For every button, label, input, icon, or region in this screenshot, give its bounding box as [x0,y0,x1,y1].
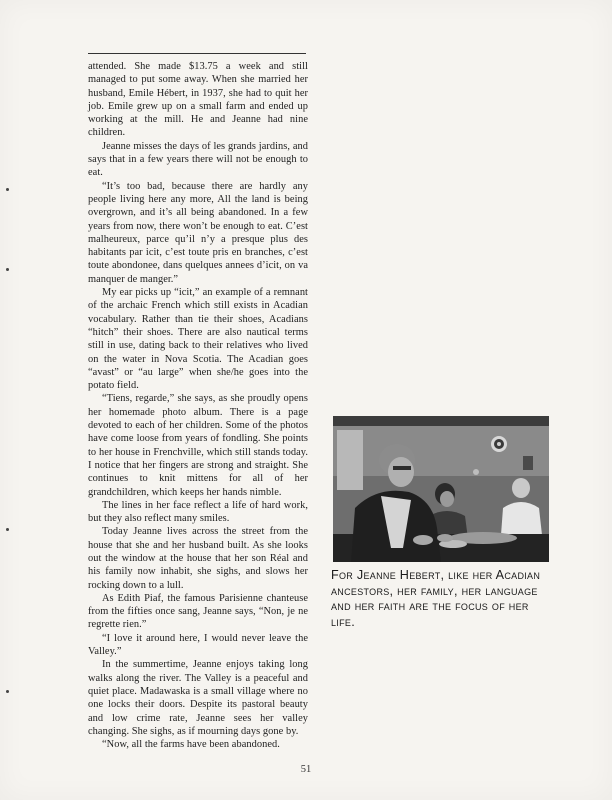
photo-illustration [333,416,549,562]
paragraph: “Tiens, regarde,” she says, as she proudly opens her homemade photo album. There is a page devoted to each of her children. Some of the photos have come loose from years of fondling. She points to her house in Frenchville, which still stands today. I notice that her fingers are strong and straight. She continues to knit mittens for all of her grandchildren, which keeps her hands nimble. [88,393,308,498]
paragraph: The lines in her face reflect a life of hard work, but they also reflect many smiles. [88,499,308,525]
family-photo [333,416,549,562]
binding-dot [6,188,9,191]
paragraph: As Edith Piaf, the famous Parisienne chanteuse from the fifties once sang, Jeanne says, “Non, je ne regrette rien.” [88,592,308,631]
paragraph: “I love it around here, I would never leave the Valley.” [88,632,308,658]
binding-dot [6,528,9,531]
paragraph: Today Jeanne lives across the street from the house that she and her husband built. As she looks out the window at the house that her son Réal and his family now inhabit, she sighs, and slows her rocking down to a lull. [88,526,308,591]
paragraph: In the summertime, Jeanne enjoys taking long walks along the river. The Valley is a peaceful and quiet place. Madawaska is a small village where no one locks their doors. Despite its pastoral beauty and low crime rate, Jeanne sees her valley changing. She sighs, as if mourning days gone by. [88,659,308,737]
paragraph: My ear picks up “icit,” an example of a remnant of the archaic French which still exists in Acadian vocabulary. Rather than tie their shoes, Acadians “hitch” their shoes. There are also nautical terms still in use, dating back to their relatives who lived on the water in Nova Scotia. The Acadian goes “avast” or “au large” when she/he goes into the potato field. [88,287,308,392]
paragraph: attended. She made $13.75 a week and still managed to put some away. When she married her husband, Emile Hébert, in 1937, she had to quit her job. Emile grew up on a small farm and ended up working at the mill. He and Jeanne had nine children. [88,61,308,139]
page-number: 51 [300,764,312,775]
article-text-column [88,60,308,751]
paragraph: “Now, all the farms have been abandoned. [102,739,280,751]
paragraph: “It’s too bad, because there are hardly any people living here any more, All the land is being overgrown, and it’s all being abandoned. In a few years from now, there won’t be enough to eat. C’est malheureux, parce qu’il n’y a presque plus des habitants par icit, c’est toute pris en branches, c’est toute abondonee, dans quelques annees d’icit, on va manquer de manger.” [88,180,308,285]
top-rule [88,53,306,54]
binding-dot [6,268,9,271]
photo-caption: For Jeanne Hebert, like her Acadian ancestors, her family, her language and her faith are the focus of her life. [331,568,541,629]
paragraph: Jeanne misses the days of les grands jardins, and says that in a few years there will not be enough to eat. [88,140,308,179]
binding-dot [6,690,9,693]
